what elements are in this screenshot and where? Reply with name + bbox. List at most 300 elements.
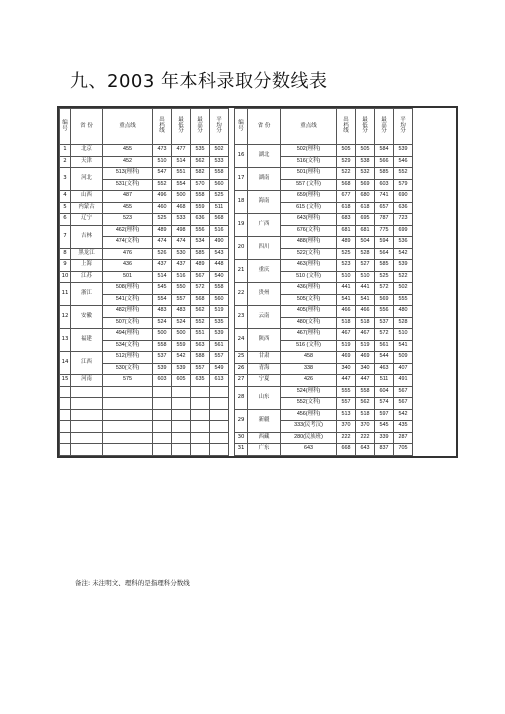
toudang-line-value: 489 [153,225,172,237]
table-row [60,363,413,375]
empty-cell [210,386,229,398]
max-score-value: 582 [191,168,210,180]
column-separator [229,271,235,283]
empty-cell [103,409,153,421]
min-score-value: 695 [356,214,375,226]
max-score-value: 775 [375,225,394,237]
avg-score-value: 540 [210,271,229,283]
max-score-value: 635 [191,375,210,387]
max-score-value: 741 [375,191,394,203]
empty-cell [60,421,71,433]
province-number: 25 [235,352,248,364]
column-separator [229,317,235,329]
province-name: 广西 [248,214,281,237]
max-score-value: 544 [375,352,394,364]
min-score-value: 500 [172,329,191,341]
toudang-line-value: 683 [337,214,356,226]
toudang-line-value: 483 [153,306,172,318]
min-score-value: 504 [356,237,375,249]
column-separator [229,202,235,214]
province-name: 陕西 [248,329,281,352]
min-score-value: 681 [356,225,375,237]
column-separator [229,248,235,260]
max-score-value: 551 [191,329,210,341]
key-line-value: 436 [103,260,153,272]
header-key-line: 重点线 [103,109,153,145]
province-name: 安徽 [71,306,103,329]
empty-cell [191,386,210,398]
table-row [60,191,413,203]
province-name: 甘肃 [248,352,281,364]
province-name: 吉林 [71,225,103,248]
toudang-line-value: 525 [337,248,356,260]
key-line-value: 456(理科) [281,409,337,421]
empty-cell [172,444,191,456]
avg-score-value: 690 [394,191,413,203]
province-number: 19 [235,214,248,237]
column-separator [229,156,235,168]
key-line-value: 482(理科) [103,306,153,318]
toudang-line-value: 489 [337,237,356,249]
key-line-value: 516 (文科) [281,340,337,352]
province-name: 福建 [71,329,103,352]
min-score-value: 340 [356,363,375,375]
key-line-value: 659(理科) [281,191,337,203]
min-score-value: 483 [172,306,191,318]
min-score-value: 222 [356,432,375,444]
avg-score-value: 539 [394,145,413,157]
avg-score-value: 549 [210,363,229,375]
province-name: 贵州 [248,283,281,306]
province-number: 4 [60,191,71,203]
table-row [60,375,413,387]
footnote: 备注: 未注明文、理科的是指理科分数线 [75,579,190,587]
empty-cell [71,432,103,444]
max-score-value: 537 [375,317,394,329]
min-score-value: 550 [172,283,191,295]
province-number: 11 [60,283,71,306]
max-score-value: 594 [375,237,394,249]
key-line-value: 455 [103,202,153,214]
min-score-value: 554 [172,179,191,191]
empty-cell [172,421,191,433]
column-separator [229,421,235,433]
key-line-value: 480(文科) [281,317,337,329]
max-score-value: 556 [191,225,210,237]
max-score-value: 585 [375,260,394,272]
empty-cell [153,421,172,433]
province-number: 10 [60,271,71,283]
province-name: 宁夏 [248,375,281,387]
province-name: 青海 [248,363,281,375]
key-line-value: 510 (文科) [281,271,337,283]
key-line-value: 508(理科) [103,283,153,295]
avg-score-value: 491 [394,375,413,387]
toudang-line-value: 552 [153,179,172,191]
min-score-value: 618 [356,202,375,214]
province-number: 13 [60,329,71,352]
province-number: 24 [235,329,248,352]
column-separator [229,398,235,410]
empty-cell [210,432,229,444]
toudang-line-value: 447 [337,375,356,387]
key-line-value: 557 (文科) [281,179,337,191]
empty-cell [60,444,71,456]
header-toudang-line: 出 档 线 [337,109,356,145]
province-number: 23 [235,306,248,329]
toudang-line-value: 467 [337,329,356,341]
max-score-value: 564 [375,248,394,260]
toudang-line-value: 437 [153,260,172,272]
header-min-score: 最 低 分 [172,109,191,145]
empty-cell [71,386,103,398]
min-score-value: 527 [356,260,375,272]
key-line-value: 458 [281,352,337,364]
key-line-value: 676(文科) [281,225,337,237]
province-name: 西藏 [248,432,281,444]
key-line-value: 522(文科) [281,248,337,260]
empty-cell [172,386,191,398]
max-score-value: 567 [191,271,210,283]
header-max-score: 最 高 分 [375,109,394,145]
toudang-line-value: 526 [153,248,172,260]
table-header-row [60,109,413,145]
table-row [60,386,413,398]
min-score-value: 528 [356,248,375,260]
table-row [60,432,413,444]
min-score-value: 518 [356,409,375,421]
avg-score-value: 560 [210,294,229,306]
province-number: 7 [60,225,71,248]
province-number: 16 [235,145,248,168]
min-score-value: 541 [356,294,375,306]
key-line-value: 476 [103,248,153,260]
province-name: 北京 [71,145,103,157]
avg-score-value: 558 [210,168,229,180]
max-score-value: 657 [375,202,394,214]
toudang-line-value: 522 [337,168,356,180]
max-score-value: 561 [375,340,394,352]
empty-cell [191,409,210,421]
max-score-value: 636 [191,214,210,226]
avg-score-value: 509 [394,352,413,364]
toudang-line-value: 555 [337,386,356,398]
key-line-value: 523 [103,214,153,226]
max-score-value: 556 [375,306,394,318]
toudang-line-value: 568 [337,179,356,191]
min-score-value: 530 [172,248,191,260]
toudang-line-value: 500 [153,329,172,341]
min-score-value: 551 [172,168,191,180]
avg-score-value: 511 [210,202,229,214]
province-name: 辽宁 [71,214,103,226]
key-line-value: 501 [103,271,153,283]
min-score-value: 516 [172,271,191,283]
province-number: 21 [235,260,248,283]
header-number: 编 号 [60,109,71,145]
avg-score-value: 516 [210,225,229,237]
toudang-line-value: 518 [337,317,356,329]
max-score-value: 545 [375,421,394,433]
toudang-line-value: 529 [337,156,356,168]
max-score-value: 603 [375,179,394,191]
header-min-score: 最 低 分 [356,109,375,145]
min-score-value: 542 [172,352,191,364]
score-table-container [57,106,458,458]
avg-score-value: 510 [394,329,413,341]
max-score-value: 585 [191,248,210,260]
max-score-value: 511 [375,375,394,387]
province-name: 河南 [71,375,103,387]
max-score-value: 535 [191,145,210,157]
column-separator [229,340,235,352]
max-score-value: 572 [375,283,394,295]
score-table [59,108,413,456]
province-name: 内蒙古 [71,202,103,214]
toudang-line-value: 524 [153,317,172,329]
key-line-value: 541(文科) [103,294,153,306]
key-line-value: 436(理科) [281,283,337,295]
min-score-value: 558 [356,386,375,398]
province-number: 12 [60,306,71,329]
avg-score-value: 522 [394,271,413,283]
province-name: 湖南 [248,168,281,191]
avg-score-value: 407 [394,363,413,375]
key-line-value: 643(理科) [281,214,337,226]
key-line-value: 426 [281,375,337,387]
empty-cell [103,386,153,398]
avg-score-value: 560 [210,179,229,191]
toudang-line-value: 510 [337,271,356,283]
empty-cell [60,386,71,398]
province-name: 四川 [248,237,281,260]
key-line-value: 333(民考汉) [281,421,337,433]
table-row [60,306,413,318]
toudang-line-value: 505 [337,145,356,157]
empty-cell [103,432,153,444]
min-score-value: 498 [172,225,191,237]
min-score-value: 643 [356,444,375,456]
avg-score-value: 536 [394,237,413,249]
avg-score-value: 561 [210,340,229,352]
key-line-value: 452 [103,156,153,168]
toudang-line-value: 513 [337,409,356,421]
table-row [60,168,413,180]
max-score-value: 584 [375,145,394,157]
empty-cell [60,409,71,421]
max-score-value: 489 [191,260,210,272]
toudang-line-value: 340 [337,363,356,375]
avg-score-value: 543 [210,248,229,260]
min-score-value: 466 [356,306,375,318]
min-score-value: 467 [356,329,375,341]
empty-cell [60,432,71,444]
header-avg-score: 平 均 分 [210,109,229,145]
avg-score-value: 557 [210,352,229,364]
min-score-value: 538 [356,156,375,168]
avg-score-value: 435 [394,421,413,433]
avg-score-value: 568 [210,214,229,226]
province-name: 黑龙江 [71,248,103,260]
key-line-value: 516(文科) [281,156,337,168]
toudang-line-value: 519 [337,340,356,352]
table-row [60,237,413,249]
header-key-line: 重点线 [281,109,337,145]
max-score-value: 562 [191,156,210,168]
avg-score-value: 525 [210,191,229,203]
table-row [60,444,413,456]
avg-score-value: 490 [210,237,229,249]
min-score-value: 500 [172,191,191,203]
province-number: 8 [60,248,71,260]
max-score-value: 552 [191,317,210,329]
empty-cell [210,421,229,433]
avg-score-value: 519 [210,306,229,318]
table-row [60,214,413,226]
key-line-value: 338 [281,363,337,375]
header-toudang-line: 出 档 线 [153,109,172,145]
province-number: 20 [235,237,248,260]
avg-score-value: 613 [210,375,229,387]
min-score-value: 557 [172,294,191,306]
table-row [60,352,413,364]
avg-score-value: 699 [394,225,413,237]
province-number: 28 [235,386,248,409]
toudang-line-value: 541 [337,294,356,306]
avg-score-value: 528 [394,317,413,329]
empty-cell [153,398,172,410]
min-score-value: 469 [356,352,375,364]
empty-cell [172,409,191,421]
province-name: 云南 [248,306,281,329]
key-line-value: 280(民族班) [281,432,337,444]
empty-cell [172,432,191,444]
province-name: 新疆 [248,409,281,432]
province-number: 3 [60,168,71,191]
toudang-line-value: 466 [337,306,356,318]
province-number: 29 [235,409,248,432]
toudang-line-value: 681 [337,225,356,237]
column-separator [229,294,235,306]
min-score-value: 370 [356,421,375,433]
avg-score-value: 552 [394,168,413,180]
avg-score-value: 533 [210,156,229,168]
empty-cell [153,444,172,456]
max-score-value: 570 [191,179,210,191]
key-line-value: 467(理科) [281,329,337,341]
avg-score-value: 535 [210,317,229,329]
toudang-line-value: 618 [337,202,356,214]
avg-score-value: 705 [394,444,413,456]
province-name: 江苏 [71,271,103,283]
table-row [60,145,413,157]
province-number: 9 [60,260,71,272]
column-separator [229,179,235,191]
toudang-line-value: 473 [153,145,172,157]
empty-cell [103,398,153,410]
avg-score-value: 567 [394,398,413,410]
max-score-value: 588 [191,352,210,364]
max-score-value: 557 [191,363,210,375]
empty-cell [210,444,229,456]
min-score-value: 474 [172,237,191,249]
avg-score-value: 542 [394,248,413,260]
avg-score-value: 567 [394,386,413,398]
avg-score-value: 579 [394,179,413,191]
toudang-line-value: 603 [153,375,172,387]
header-province: 省 份 [71,109,103,145]
province-name: 山西 [71,191,103,203]
province-name: 上海 [71,260,103,272]
avg-score-value: 539 [394,260,413,272]
empty-cell [71,409,103,421]
key-line-value: 488(理科) [281,237,337,249]
toudang-line-value: 554 [153,294,172,306]
key-line-value: 501(理科) [281,168,337,180]
province-number: 15 [60,375,71,387]
province-name: 天津 [71,156,103,168]
toudang-line-value: 510 [153,156,172,168]
empty-cell [71,398,103,410]
province-name: 海南 [248,191,281,214]
table-row [60,409,413,421]
toudang-line-value: 514 [153,271,172,283]
max-score-value: 585 [375,168,394,180]
toudang-line-value: 537 [153,352,172,364]
avg-score-value: 542 [394,409,413,421]
province-name: 河北 [71,168,103,191]
province-number: 18 [235,191,248,214]
toudang-line-value: 525 [153,214,172,226]
province-number: 31 [235,444,248,456]
key-line-value: 512(理科) [103,352,153,364]
key-line-value: 502(理科) [281,145,337,157]
key-line-value: 455 [103,145,153,157]
max-score-value: 525 [375,271,394,283]
key-line-value: 487 [103,191,153,203]
empty-cell [210,398,229,410]
avg-score-value: 558 [210,283,229,295]
empty-cell [191,444,210,456]
empty-cell [60,398,71,410]
min-score-value: 539 [172,363,191,375]
min-score-value: 505 [356,145,375,157]
province-number: 5 [60,202,71,214]
key-line-value: 534(文科) [103,340,153,352]
min-score-value: 605 [172,375,191,387]
max-score-value: 604 [375,386,394,398]
toudang-line-value: 557 [337,398,356,410]
province-name: 江西 [71,352,103,375]
key-line-value: 405(理科) [281,306,337,318]
empty-cell [71,444,103,456]
province-number: 27 [235,375,248,387]
min-score-value: 533 [172,214,191,226]
min-score-value: 514 [172,156,191,168]
key-line-value: 552(文科) [281,398,337,410]
header-province: 省 份 [248,109,281,145]
column-separator [229,225,235,237]
toudang-line-value: 547 [153,168,172,180]
min-score-value: 510 [356,271,375,283]
max-score-value: 558 [191,191,210,203]
min-score-value: 447 [356,375,375,387]
toudang-line-value: 474 [153,237,172,249]
province-name: 山东 [248,386,281,409]
empty-cell [172,398,191,410]
toudang-line-value: 677 [337,191,356,203]
max-score-value: 572 [191,283,210,295]
